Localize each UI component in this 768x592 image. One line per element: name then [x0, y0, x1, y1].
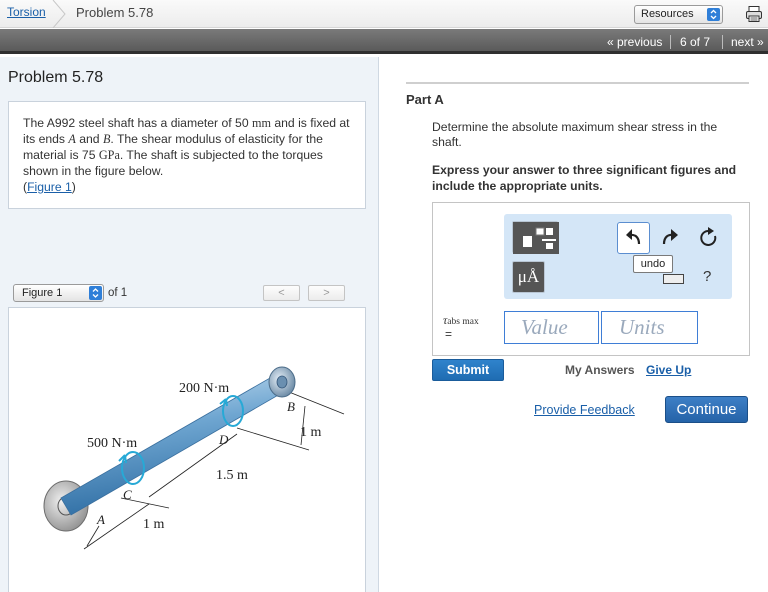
value-input[interactable]: Value — [504, 311, 599, 344]
figure-link[interactable]: Figure 1 — [27, 180, 72, 194]
resources-dropdown[interactable] — [634, 5, 723, 24]
nav-bar — [0, 29, 768, 54]
templates-icon — [513, 222, 559, 254]
label-point-a: A — [97, 512, 105, 527]
next-link[interactable]: next » — [731, 35, 764, 49]
tau-symbol: τ — [443, 313, 448, 327]
problem-text: and — [75, 132, 103, 146]
templates-button[interactable] — [512, 221, 558, 253]
label-dim-1-5m: 1.5 m — [216, 468, 248, 483]
top-bar — [0, 0, 768, 28]
equals-sign: = — [445, 327, 453, 341]
part-divider — [406, 82, 749, 84]
figure-panel — [8, 307, 366, 592]
nav-divider — [670, 35, 671, 49]
undo-tooltip: undo — [633, 255, 673, 273]
nav-divider — [722, 35, 723, 49]
previous-link[interactable]: « previous — [607, 35, 663, 49]
provide-feedback-link[interactable]: Provide Feedback — [534, 403, 635, 417]
problem-text: The A992 steel shaft has a diameter of 50 — [23, 116, 252, 130]
tau-subscript: abs max — [447, 317, 479, 327]
label-torque-200: 200 N·m — [179, 381, 230, 396]
question-instruction: Express your answer to three significant figures and include the appropriate units. — [432, 163, 737, 193]
figure-count: of 1 — [108, 287, 128, 299]
point-a-symbol: A — [68, 132, 76, 146]
label-dim-1m-bd: 1 m — [300, 425, 322, 440]
reset-icon[interactable] — [696, 224, 722, 252]
problem-title: Problem 5.78 — [8, 69, 104, 86]
unit-mm: mm — [252, 116, 271, 130]
shaft-figure — [9, 308, 367, 592]
problem-statement: The A992 steel shaft has a diameter of 50 mm and is fixed at its ends A and B. The shear modulus of elasticity for the material is 75 GPa. The shaft is subjected to the torques shown in the figure below. (Figure 1) — [8, 101, 366, 209]
undo-icon — [618, 223, 649, 253]
resources-label: Resources — [641, 8, 694, 20]
undo-button[interactable] — [617, 222, 650, 254]
give-up-link[interactable]: Give Up — [646, 363, 692, 377]
help-button[interactable]: ? — [703, 268, 712, 285]
question-text: Determine the absolute maximum shear stress in the shaft. — [432, 120, 718, 149]
print-icon[interactable] — [745, 5, 763, 23]
breadcrumb-separator-icon — [51, 0, 67, 28]
submit-button[interactable]: Submit — [432, 359, 504, 381]
continue-button[interactable]: Continue — [665, 396, 748, 423]
dropdown-caret-icon — [89, 286, 102, 300]
label-torque-500: 500 N·m — [87, 436, 138, 451]
units-tool-button[interactable]: μÅ — [512, 261, 545, 293]
unit-gpa: GPa — [98, 148, 120, 162]
figure-select[interactable] — [13, 284, 104, 302]
dropdown-caret-icon — [707, 8, 720, 21]
point-b-symbol: B — [102, 132, 111, 146]
breadcrumb-link-torsion[interactable]: Torsion — [7, 5, 46, 19]
keyboard-icon[interactable] — [663, 274, 684, 284]
figure-next-button[interactable]: > — [308, 285, 345, 301]
problem-text: and is fixed at its ends — [23, 116, 350, 146]
label-point-d: D — [219, 432, 229, 447]
part-title: Part A — [406, 92, 444, 107]
breadcrumb-current: Problem 5.78 — [76, 5, 154, 20]
figure-select-value: Figure 1 — [22, 287, 63, 299]
problem-text: . The shaft is subjected to the torques shown in the figure below. — [23, 148, 323, 178]
label-point-c: C — [123, 487, 132, 502]
problem-text: . The shear modulus of elasticity for the material is 75 — [23, 132, 323, 162]
units-input[interactable]: Units — [601, 311, 698, 344]
my-answers-link[interactable]: My Answers — [565, 363, 635, 377]
redo-icon[interactable] — [658, 224, 684, 252]
figure-prev-button[interactable]: < — [263, 285, 300, 301]
answer-variable — [443, 313, 479, 328]
label-point-b: B — [287, 399, 295, 414]
label-dim-1m-ca: 1 m — [143, 517, 165, 532]
nav-position: 6 of 7 — [680, 35, 711, 49]
